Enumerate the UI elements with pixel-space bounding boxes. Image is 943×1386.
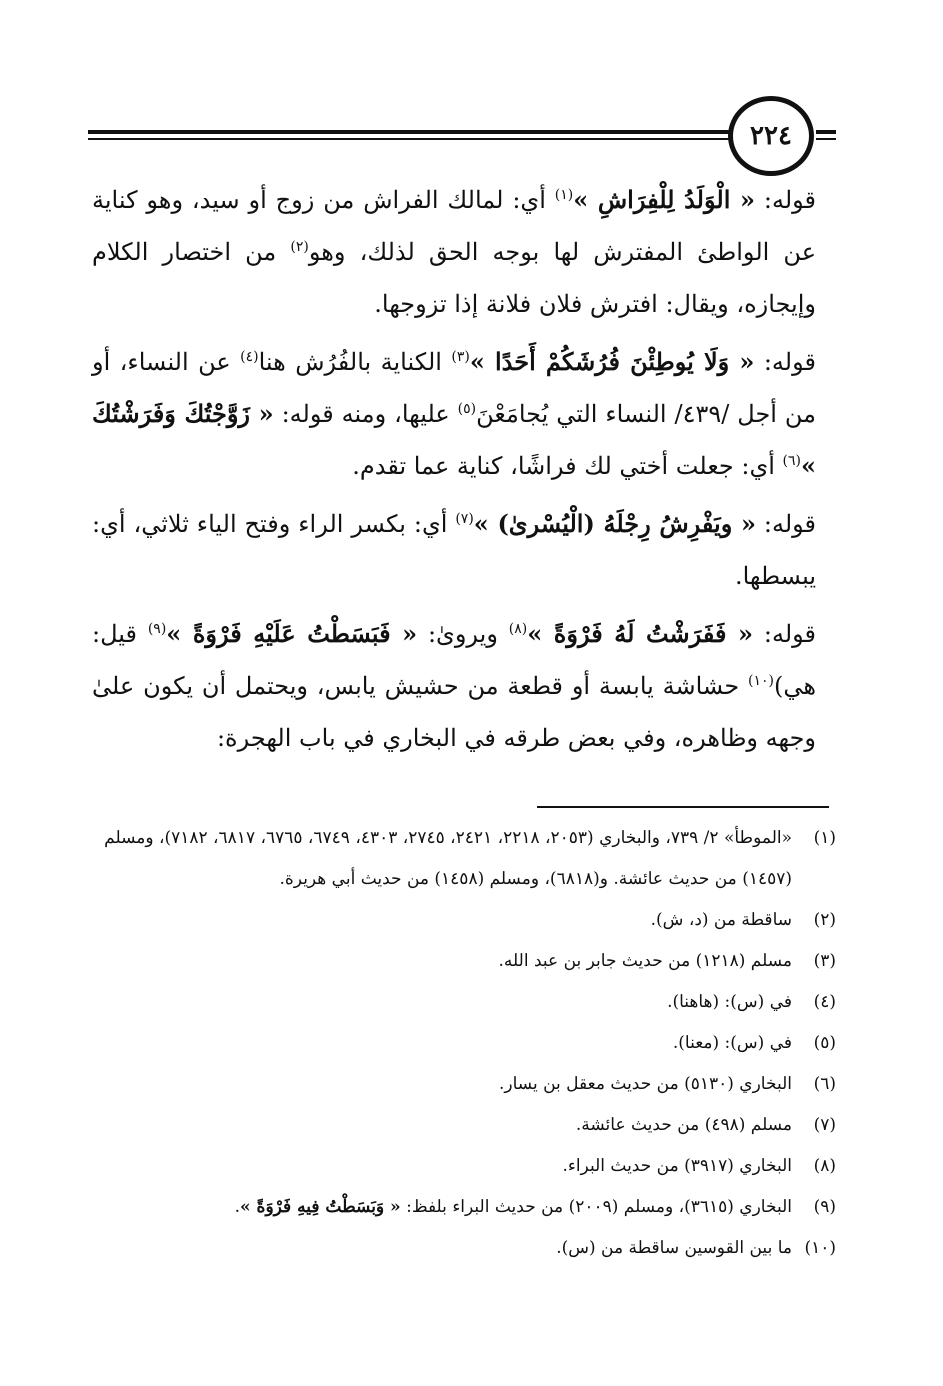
footnote-number: (١٠): [804, 1238, 836, 1258]
text-run: قيل: هي): [92, 620, 816, 700]
text-run: حشاشة يابسة أو قطعة من حشيش يابس، ويحتمل أن يكون علىٰ وجهه وظاهره، وفي بعض طرقه في البخاري في باب الهجرة:: [92, 672, 816, 752]
header-rule-thick: [88, 130, 732, 134]
text-run: أي: لمالك الفراش من زوج أو سيد، وهو كناية عن الواطئ المفترش لها بوجه الحق لذلك، وهو: [92, 186, 817, 266]
footnote-marker: (١): [554, 187, 574, 203]
quoted-hadith: « وَبَسَطْتُ فِيهِ فَرْوَةً »: [240, 1197, 401, 1217]
footnote-number: (٩): [813, 1197, 836, 1217]
footnote-text: [92, 982, 792, 1023]
text-run: من اختصار الكلام وإيجازه، ويقال: افترش فلان فلانة إذا تزوجها.: [92, 238, 816, 318]
footnote-marker: (٥): [457, 401, 477, 417]
footnote-marker: (٢): [290, 239, 309, 255]
footnote-marker: (٩): [147, 621, 167, 637]
text-run: «الموطأ» ٢/ ٧٣٩، والبخاري (٢٠٥٣، ٢٢١٨، ٢٤٢١، ٢٧٤٥، ٤٣٠٣، ٦٧٤٩، ٦٧٦٥، ٦٨١٧، ٧١٨٢)، ومسلم (١٤٥٧) من حديث عائشة. و(٦٨١٨)، ومسلم (١٤٥٨) من حديث أبي هريرة.: [104, 828, 792, 889]
footnote-number: (٤): [813, 992, 836, 1012]
paragraph: [92, 608, 816, 764]
footnote: [92, 941, 836, 982]
footnote: [92, 982, 836, 1023]
footnote-marker: (١٠): [747, 673, 774, 689]
footnote: [92, 1146, 836, 1187]
text-run: .: [234, 1197, 241, 1217]
header-rule-right-thick: [816, 130, 836, 134]
footnote-text: [92, 941, 792, 982]
text-run: قوله:: [755, 510, 817, 538]
page-header: [88, 96, 836, 176]
footnote-text: [92, 1187, 792, 1228]
text-run: البخاري (٥١٣٠) من حديث معقل بن يسار.: [499, 1074, 792, 1094]
footnote-text: [92, 1023, 792, 1064]
footnote: [92, 818, 836, 900]
footnote-text: [92, 1146, 792, 1187]
footnote-number: (٥): [813, 1033, 836, 1053]
text-run: البخاري (٣٩١٧) من حديث البراء.: [562, 1156, 792, 1176]
header-rule-thin: [88, 138, 732, 140]
text-run: عليها، ومنه قوله:: [273, 400, 458, 428]
footnotes: [92, 818, 836, 1269]
text-run: مسلم (٤٩٨) من حديث عائشة.: [575, 1115, 792, 1135]
text-run: في (س): (هاهنا).: [667, 992, 792, 1012]
footnote-text: [92, 1105, 792, 1146]
page-number: ٢٢٤: [728, 96, 814, 176]
footnote-text: [92, 818, 792, 900]
quoted-hadith: « الْوَلَدُ لِلْفِرَاشِ »: [573, 185, 755, 214]
text-run: مسلم (١٢١٨) من حديث جابر بن عبد الله.: [498, 951, 792, 971]
footnote-text: [92, 1228, 792, 1269]
footnote: [92, 1064, 836, 1105]
text-run: ويروىٰ:: [417, 620, 509, 648]
footnote-number: (٧): [813, 1115, 836, 1135]
header-rule-right-thin: [816, 138, 836, 140]
main-text: [92, 174, 816, 770]
text-run: قوله:: [754, 186, 817, 214]
quoted-hadith: « وَلَا يُوطِئْنَ فُرُشَكُمْ أَحَدًا »: [469, 347, 755, 376]
footnote: [92, 1187, 836, 1228]
footnote-marker: (٧): [455, 511, 474, 527]
footnote: [92, 900, 836, 941]
text-run: ساقطة من (د، ش).: [650, 910, 792, 930]
quoted-hadith: « فَبَسَطْتُ عَلَيْهِ فَرْوَةً »: [166, 619, 418, 648]
footnote: [92, 1105, 836, 1146]
text-run: قوله:: [753, 620, 817, 648]
footnote-marker: (٣): [451, 349, 470, 365]
footnote-number: (١): [813, 828, 836, 848]
text-run: عن النساء، أو من أجل /٤٣٩/ النساء التي يُجامَعْنَ: [92, 348, 816, 428]
quoted-hadith: « فَفَرَشْتُ لَهُ فَرْوَةً »: [527, 619, 754, 648]
footnote: [92, 1023, 836, 1064]
paragraph: [92, 498, 816, 602]
quoted-hadith: « زَوَّجْتُكَ وَفَرَشْتُكَ »: [92, 399, 816, 480]
footnote-marker: (٤): [240, 349, 259, 365]
footnote-marker: (٦): [782, 453, 801, 469]
footnote-number: (٦): [813, 1074, 836, 1094]
paragraph: [92, 336, 816, 492]
footnote-number: (٨): [813, 1156, 836, 1176]
footnote: [92, 1228, 836, 1269]
footnote-text: [92, 900, 792, 941]
paragraph: [92, 174, 816, 330]
footnote-separator: [537, 806, 829, 808]
text-run: قوله:: [754, 348, 816, 376]
footnote-number: (٢): [813, 910, 836, 930]
text-run: ما بين القوسين ساقطة من (س).: [556, 1238, 792, 1258]
text-run: أي: بكسر الراء وفتح الياء ثلاثي، أي: يبسطها.: [92, 510, 816, 590]
text-run: البخاري (٣٦١٥)، ومسلم (٢٠٠٩) من حديث البراء بلفظ:: [400, 1197, 792, 1217]
footnote-marker: (٨): [508, 621, 528, 637]
footnote-number: (٣): [813, 951, 836, 971]
text-run: أي: جعلت أختي لك فراشًا، كناية عما تقدم.: [352, 452, 783, 480]
text-run: في (س): (معنا).: [672, 1033, 792, 1053]
footnote-text: [92, 1064, 792, 1105]
quoted-hadith: « ويَفْرِشُ رِجْلَهُ (الْيُسْرىٰ) »: [473, 509, 756, 538]
text-run: الكناية بالفُرُش هنا: [258, 348, 452, 376]
